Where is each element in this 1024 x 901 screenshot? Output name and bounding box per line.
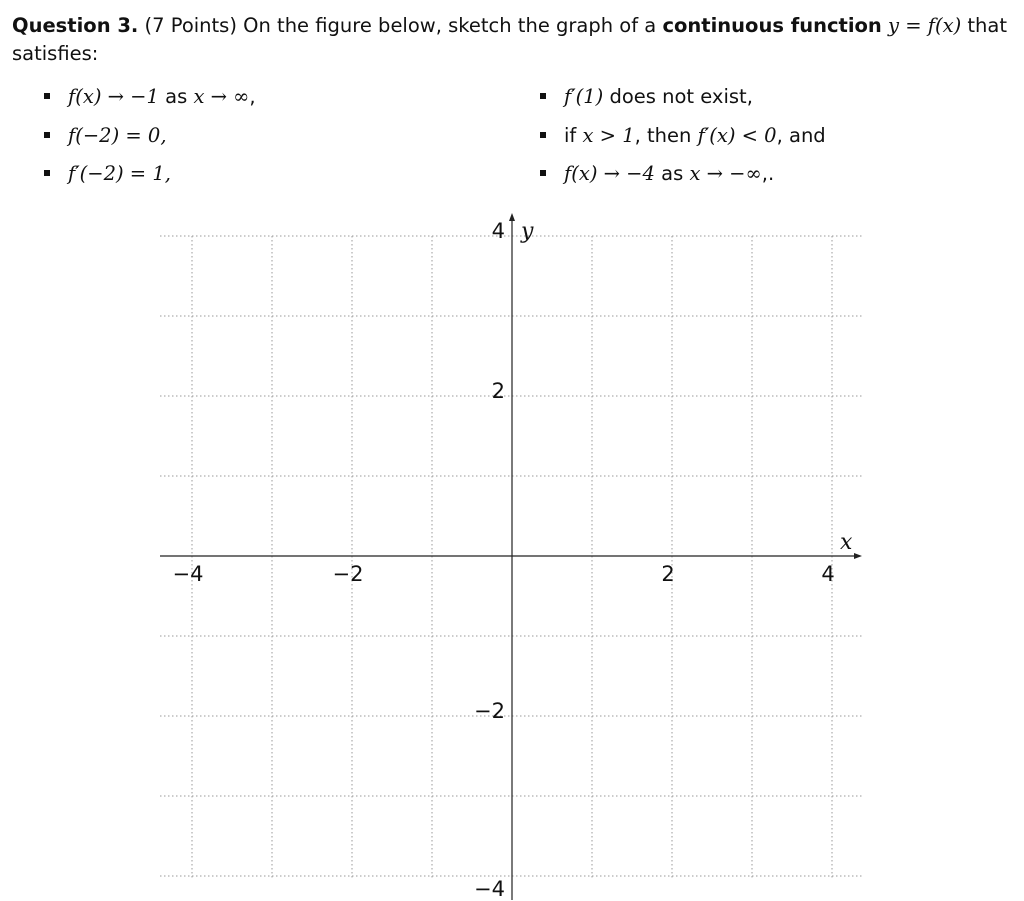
y-tick-label: 4 <box>491 219 505 243</box>
y-axis-label: y <box>521 219 534 244</box>
tick-labels <box>173 219 853 901</box>
y-tick-label: 2 <box>491 379 505 403</box>
condition-math: f(x) → −4 <box>564 162 655 185</box>
x-tick-label: −2 <box>332 562 364 586</box>
condition-text: as <box>158 85 194 108</box>
question-emphasis: continuous function <box>662 14 882 37</box>
x-tick-label: −4 <box>172 562 204 586</box>
y-tick-label: −4 <box>474 877 505 901</box>
x-tick-label: 2 <box>661 562 675 586</box>
condition-text: , then <box>634 123 698 147</box>
condition-math: x → −∞ <box>689 162 762 185</box>
question-points: (7 Points) <box>144 14 237 37</box>
question-math: y = f(x) <box>888 14 962 37</box>
condition-text: , <box>249 85 256 108</box>
condition-math: x > 1 <box>582 123 635 147</box>
grid-lines <box>160 236 862 878</box>
condition-math: f′(1) <box>564 85 604 108</box>
x-axis-arrow-icon <box>854 553 862 559</box>
condition-math: f′(−2) = 1, <box>68 162 171 185</box>
condition-text: if <box>564 123 583 147</box>
condition-math: f′(x) < 0 <box>697 123 777 147</box>
question-label: Question 3. <box>12 14 139 37</box>
y-tick-label: −2 <box>474 699 505 723</box>
x-tick-label: 4 <box>821 562 835 586</box>
question-text-before: On the figure below, sketch the graph of a <box>236 14 663 37</box>
condition-text: as <box>654 162 690 185</box>
y-axis-arrow-icon <box>509 213 515 221</box>
x-axis-label: x <box>840 530 853 555</box>
question-text-after: that satisfies: <box>12 14 1008 65</box>
condition-text: ,. <box>761 162 775 185</box>
condition-math: f(−2) = 0, <box>68 123 167 147</box>
condition-math: x → ∞ <box>193 85 250 108</box>
condition-text: , and <box>776 123 826 147</box>
condition-text: does not exist, <box>603 85 753 108</box>
condition-math: f(x) → −1 <box>68 85 159 108</box>
